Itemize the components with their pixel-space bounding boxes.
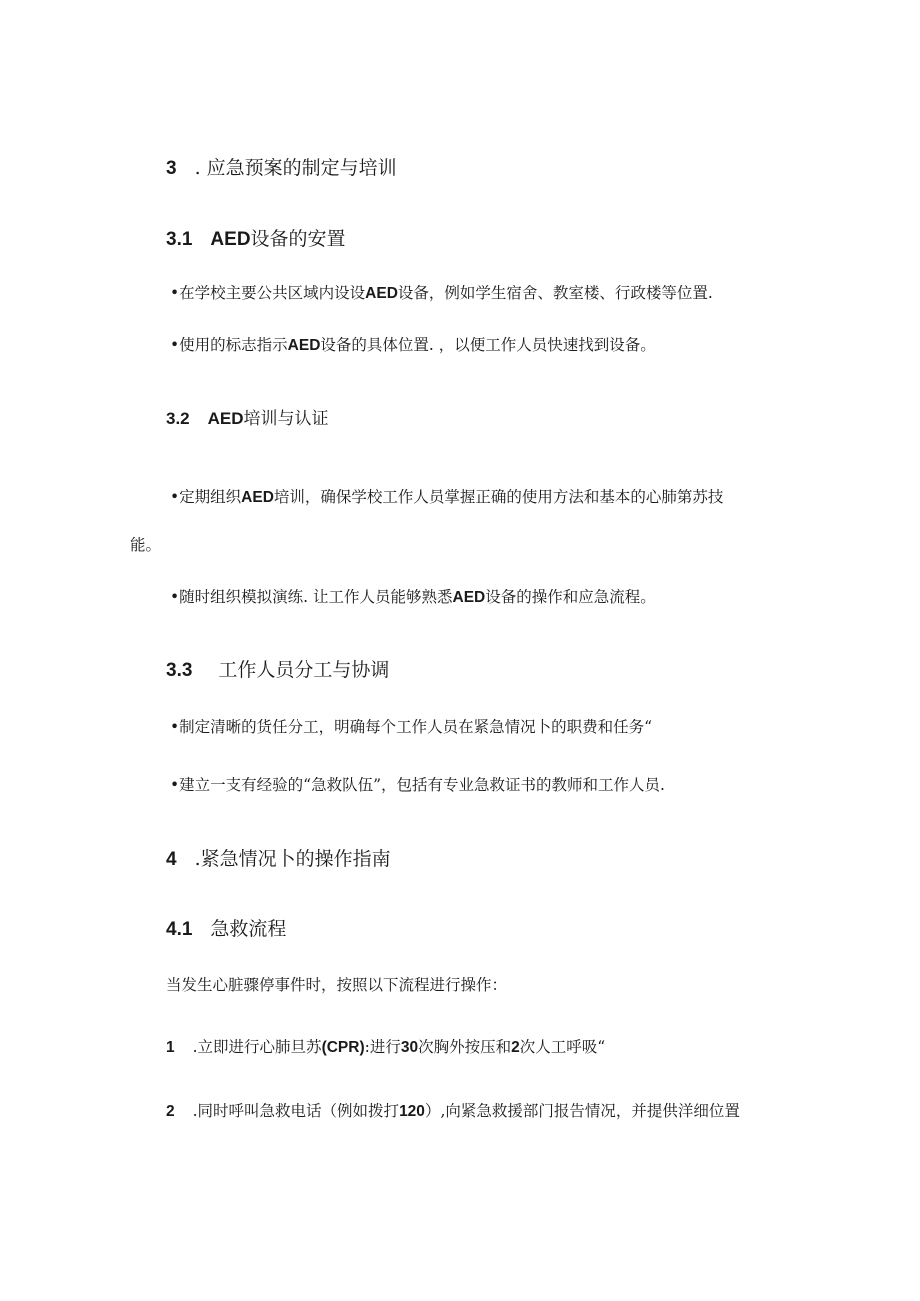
section-3-1-heading <box>166 230 346 249</box>
bullet-item <box>170 490 723 506</box>
bullet-bold: AED <box>241 489 274 506</box>
bullet-text: •制定清晰的货任分工，明确每个工作人员在紧急情况卜的职费和任务“ <box>170 718 653 736</box>
section-number: 4 <box>166 849 177 870</box>
bullet-item <box>170 338 656 354</box>
numbered-item <box>166 1040 605 1056</box>
bullet-bold: AED <box>452 589 486 606</box>
bullet-item <box>170 590 656 606</box>
bullet-text: •使用的标志指示 <box>170 336 288 354</box>
bullet-text: 培训，确保学校工作人员掌握正确的使用方法和基本的心肺第苏技 <box>273 488 724 506</box>
item-text: ）,向紧急救援部门报告情况，并提供洋细位置 <box>424 1102 740 1120</box>
bullet-item <box>170 720 652 736</box>
section-number: 4.1 <box>166 919 193 940</box>
section-title: 工作人员分工与协调 <box>218 659 390 681</box>
item-bold: (CPR) <box>321 1039 365 1056</box>
item-bold: 2 <box>511 1039 520 1056</box>
bullet-text: •在学校主要公共区域内设设 <box>170 284 366 302</box>
section-number: 3.3 <box>166 660 193 681</box>
bullet-text: 设备的操作和应急流程。 <box>485 588 656 606</box>
bullet-bold: AED <box>287 337 321 354</box>
item-text: 次人工呼吸“ <box>519 1038 606 1056</box>
bullet-text: •建立一支有经验的“急救队伍”，包括有专业急救证书的教师和工作人员. <box>170 776 665 794</box>
section-4-heading <box>166 850 391 869</box>
item-text: :进行 <box>364 1038 401 1056</box>
bullet-text: 能。 <box>130 536 162 554</box>
bullet-bold: AED <box>365 285 398 302</box>
section-number: 3.2 <box>166 409 190 428</box>
item-number: 1 <box>166 1039 175 1056</box>
item-bold: 120 <box>399 1103 425 1120</box>
section-title: 设备的安置 <box>250 228 346 250</box>
bullet-continuation <box>130 538 161 554</box>
bullet-text: •随时组织模拟演练. 让工作人员能够熟悉 <box>170 588 453 606</box>
item-text: .立即进行心肺旦苏 <box>192 1038 322 1056</box>
bullet-item <box>170 778 665 794</box>
item-bold: 30 <box>400 1039 419 1056</box>
item-number: 2 <box>166 1103 175 1120</box>
paragraph <box>166 978 507 994</box>
item-text: .同时呼叫急救电话（例如拨打 <box>192 1102 400 1120</box>
item-text: 次胸外按压和 <box>418 1038 512 1056</box>
section-number: 3 <box>166 158 177 179</box>
section-3-2-heading <box>166 410 329 428</box>
section-title-bold: AED <box>210 229 251 250</box>
section-3-3-heading <box>166 661 389 680</box>
section-title-bold: AED <box>207 409 244 428</box>
section-3-heading <box>166 159 397 178</box>
section-title: 急救流程 <box>210 918 287 940</box>
bullet-item <box>170 286 713 302</box>
section-title: .紧急情况卜的操作指南 <box>194 848 391 870</box>
bullet-text: 设备，例如学生宿舍、教室楼、行政楼等位置. <box>397 284 713 302</box>
section-number: 3.1 <box>166 229 193 250</box>
bullet-text: 设备的具体位置. ，以便工作人员快速找到设备。 <box>320 336 656 354</box>
bullet-text: •定期组织 <box>170 488 242 506</box>
numbered-item <box>166 1104 740 1120</box>
section-4-1-heading <box>166 920 286 939</box>
section-title: . 应急预案的制定与培训 <box>194 157 397 179</box>
paragraph-text: 当发生心脏骤停事件时，按照以下流程进行操作： <box>166 976 508 994</box>
section-title: 培训与认证 <box>243 409 329 429</box>
